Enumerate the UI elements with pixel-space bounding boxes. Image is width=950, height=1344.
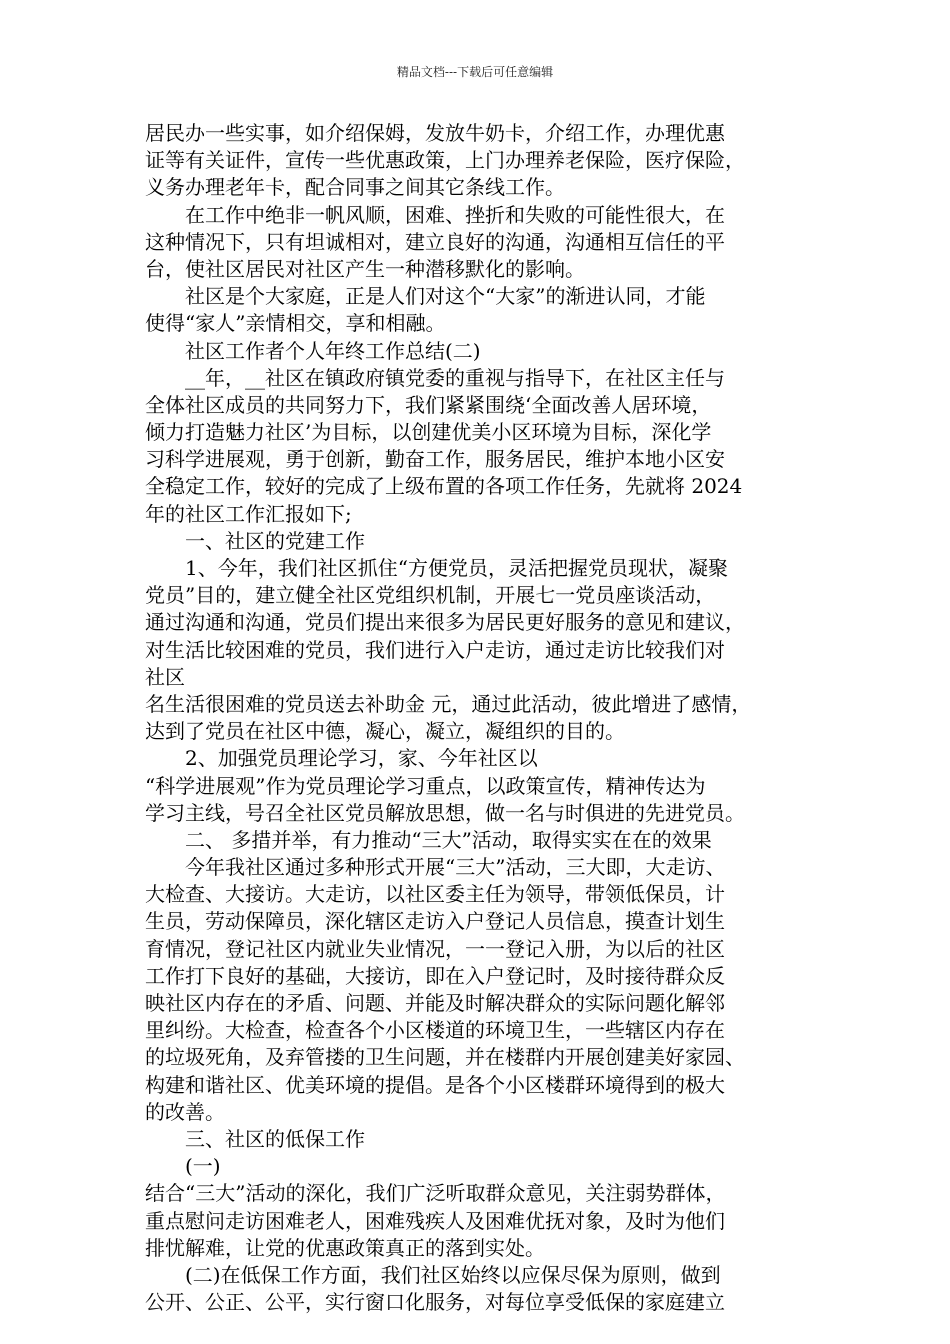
text-line: 对生活比较困难的党员，我们进行入户走访，通过走访比较我们对 — [145, 637, 725, 662]
text-line: 达到了党员在社区中德，凝心，凝立，凝组织的目的。 — [145, 719, 625, 744]
text-line: 的垃圾死角，及弃管搂的卫生问题，并在楼群内开展创建美好家园、 — [145, 1045, 745, 1070]
text-line: 学习主线，号召全社区党员解放思想，做一名与时俱进的先进党员。 — [145, 800, 745, 825]
text-line: 居民办一些实事，如介绍保姆，发放牛奶卡，介绍工作，办理优惠 — [145, 121, 725, 145]
text-line: 今年我社区通过多种形式开展“三大”活动，三大即，大走访、 — [145, 855, 726, 880]
document-body — [145, 120, 815, 1316]
text-line: 党员”目的，建立健全社区党组织机制，开展七一党员座谈活动， — [145, 583, 716, 608]
text-line: 排忧解难，让党的优惠政策真正的落到实处。 — [145, 1235, 545, 1260]
section-heading-line: 三、社区的低保工作 — [145, 1126, 365, 1151]
text-line: 证等有关证件，宣传一些优惠政策，上门办理养老保险，医疗保险， — [145, 148, 745, 173]
page-header: 精品文档---下载后可任意编辑 — [396, 65, 554, 79]
text-line: 通过沟通和沟通，党员们提出来很多为居民更好服务的意见和建议， — [145, 610, 745, 635]
text-line: 在工作中绝非一帆风顺，困难、挫折和失败的可能性很大，在 — [145, 202, 725, 227]
text-line: 1、今年，我们社区抓住“方便党员，灵活把握党员现状，凝聚 — [145, 556, 728, 580]
text-line: 倾力打造魅力社区’为目标，以创建优美小区环境为目标，深化学 — [145, 420, 712, 445]
text-line: 的改善。 — [145, 1099, 225, 1124]
text-line: 全体社区成员的共同努力下，我们紧紧围绕‘全面改善人居环境， — [145, 392, 712, 417]
text-line: 里纠纷。大检查，检查各个小区楼道的环境卫生，一些辖区内存在 — [145, 1018, 725, 1043]
section-heading-line: 二、 多措并举，有力推动“三大”活动，取得实实在在的效果 — [145, 827, 712, 852]
text-line: 年的社区工作汇报如下; — [145, 501, 352, 526]
text-line: 重点慰问走访困难老人，困难残疾人及困难优抚对象，及时为他们 — [145, 1208, 725, 1233]
text-line: 结合“三大”活动的深化，我们广泛听取群众意见，关注弱势群体， — [145, 1181, 726, 1206]
text-line: 工作打下良好的基础，大接访，即在入户登记时，及时接待群众反 — [145, 963, 725, 988]
text-line: 育情况，登记社区内就业失业情况，一一登记入册，为以后的社区 — [145, 936, 725, 961]
text-line: 全稳定工作，较好的完成了上级布置的各项工作任务，先就将 2024 — [145, 474, 743, 499]
section-heading-line: 一、社区的党建工作 — [145, 528, 365, 553]
text-line: (二)在低保工作方面，我们社区始终以应保尽保为原则，做到 — [145, 1262, 721, 1287]
text-line: 台，使社区居民对社区产生一种潜移默化的影响。 — [145, 256, 585, 281]
text-line: __年，__社区在镇政府镇党委的重视与指导下，在社区主任与 — [145, 365, 725, 390]
text-line: 这种情况下，只有坦诚相对，建立良好的沟通，沟通相互信任的平 — [145, 229, 725, 254]
text-line: 映社区内存在的矛盾、问题、并能及时解决群众的实际问题化解邻 — [145, 991, 725, 1015]
text-line: 生员，劳动保障员，深化辖区走访入户登记人员信息，摸查计划生 — [145, 909, 725, 934]
text-line: 2、加强党员理论学习，家、今年社区以 — [145, 746, 538, 771]
text-line: (一) — [145, 1154, 221, 1179]
text-line: 名生活很困难的党员送去补助金 元，通过此活动，彼此增进了感情， — [145, 691, 752, 716]
text-line: “科学进展观”作为党员理论学习重点，以政策宣传，精神传达为 — [145, 773, 706, 798]
text-line: 大检查、大接访。大走访，以社区委主任为领导，带领低保员，计 — [145, 882, 725, 907]
text-line: 习科学进展观，勇于创新，勤奋工作，服务居民，维护本地小区安 — [145, 447, 725, 472]
text-line: 使得“家人”亲情相交，享和相融。 — [145, 311, 446, 336]
text-line: 社区 — [145, 664, 185, 689]
text-line: 公开、公正、公平，实行窗口化服务，对每位享受低保的家庭建立 — [145, 1290, 725, 1315]
section-title-line: 社区工作者个人年终工作总结(二) — [145, 338, 481, 363]
text-line: 构建和谐社区、优美环境的提倡。是各个小区楼群环境得到的极大 — [145, 1072, 725, 1097]
text-line: 社区是个大家庭，正是人们对这个“大家”的渐进认同，才能 — [145, 284, 706, 309]
text-line: 义务办理老年卡，配合同事之间其它条线工作。 — [145, 175, 565, 200]
